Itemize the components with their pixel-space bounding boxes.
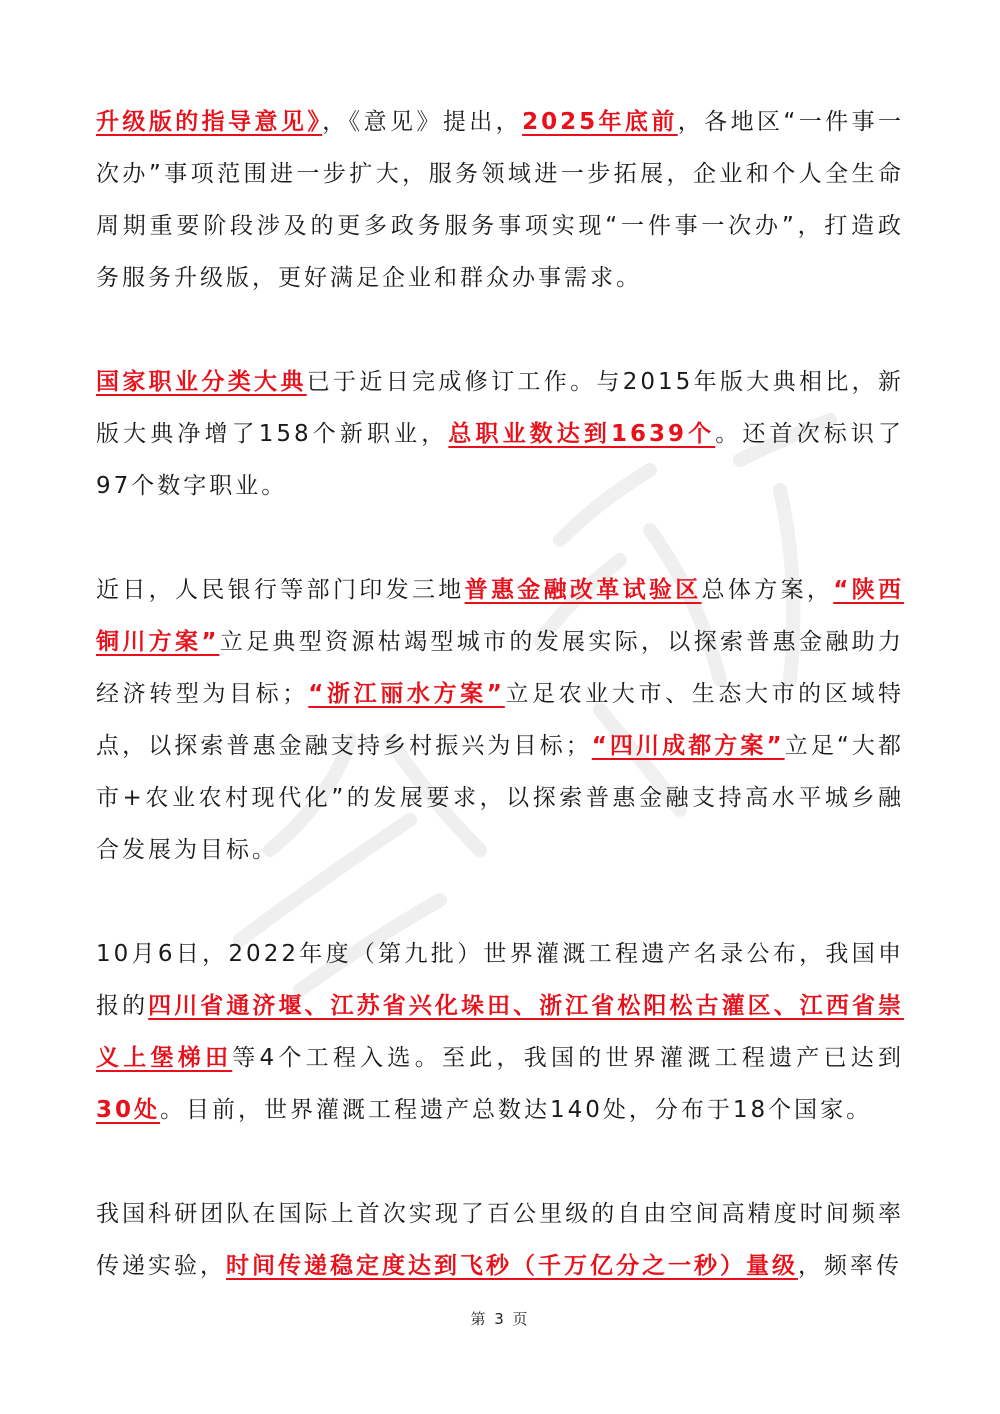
highlight-text: 时间传递稳定度达到飞秒（千万亿分之一秒）量级 bbox=[226, 1253, 798, 1279]
page-number: 第 3 页 bbox=[470, 1310, 530, 1328]
body-text: 。目前，世界灌溉工程遗产总数达140处，分布于18个国家。 bbox=[160, 1097, 873, 1123]
paragraph-5 bbox=[96, 1188, 904, 1292]
body-text: ，《意见》提出， bbox=[322, 109, 523, 135]
document-body bbox=[96, 96, 904, 1344]
paragraph-1 bbox=[96, 96, 904, 304]
highlight-text: 总职业数达到1639个 bbox=[448, 421, 716, 447]
body-text: 10月6日，2022年度（第九批）世界灌溉工程遗产名录公布，我国申报的 bbox=[96, 941, 904, 1019]
highlight-text: “陕西铜川方案” bbox=[96, 577, 905, 655]
paragraph-3 bbox=[96, 564, 904, 876]
paragraph-2 bbox=[96, 356, 904, 512]
body-text: 立足“大都市+农业农村现代化”的发展要求，以探索普惠金融支持高水平城乡融合发展为目标。 bbox=[96, 733, 905, 863]
body-text: 总体方案， bbox=[701, 577, 834, 603]
highlight-text: 升级版的指导意见》 bbox=[96, 109, 323, 135]
body-text: 我国科研团队在国际上首次实现了百公里级的自由空间高精度时间频率传递实验， bbox=[96, 1201, 904, 1279]
body-text: 已于近日完成修订工作。与2015年版大典相比，新版大典净增了158个新职业， bbox=[96, 369, 904, 447]
highlight-text: 2025年底前 bbox=[522, 109, 678, 135]
body-text: ，各地区“一件事一次办”事项范围进一步扩大，服务领域进一步拓展，企业和个人全生命周期重要阶段涉及的更多政务服务事项实现“一件事一次办”，打造政务服务升级版，更好满足企业和群众办事需求。 bbox=[96, 109, 905, 291]
body-text: 。还首次标识了97个数字职业。 bbox=[96, 421, 905, 499]
paragraph-4 bbox=[96, 928, 904, 1136]
body-text: 等4个工程入选。至此，我国的世界灌溉工程遗产已达到 bbox=[232, 1045, 905, 1071]
body-text: ，频率传 bbox=[798, 1253, 902, 1279]
body-text: 近日，人民银行等部门印发三地 bbox=[96, 577, 465, 603]
body-text: 立足农业大市、生态大市的区域特点，以探索普惠金融支持乡村振兴为目标； bbox=[96, 681, 905, 759]
highlight-text: “四川成都方案” bbox=[591, 733, 785, 759]
highlight-text: 普惠金融改革试验区 bbox=[464, 577, 702, 603]
body-text: 立足典型资源枯竭型城市的发展实际，以探索普惠金融助力经济转型为目标； bbox=[96, 629, 904, 707]
highlight-text: “浙江丽水方案” bbox=[308, 681, 505, 707]
highlight-text: 国家职业分类大典 bbox=[96, 369, 307, 395]
highlight-text: 30处 bbox=[96, 1097, 161, 1123]
highlight-text: 四川省通济堰、江苏省兴化垛田、浙江省松阳松古灌区、江西省崇义上堡梯田 bbox=[96, 993, 905, 1071]
